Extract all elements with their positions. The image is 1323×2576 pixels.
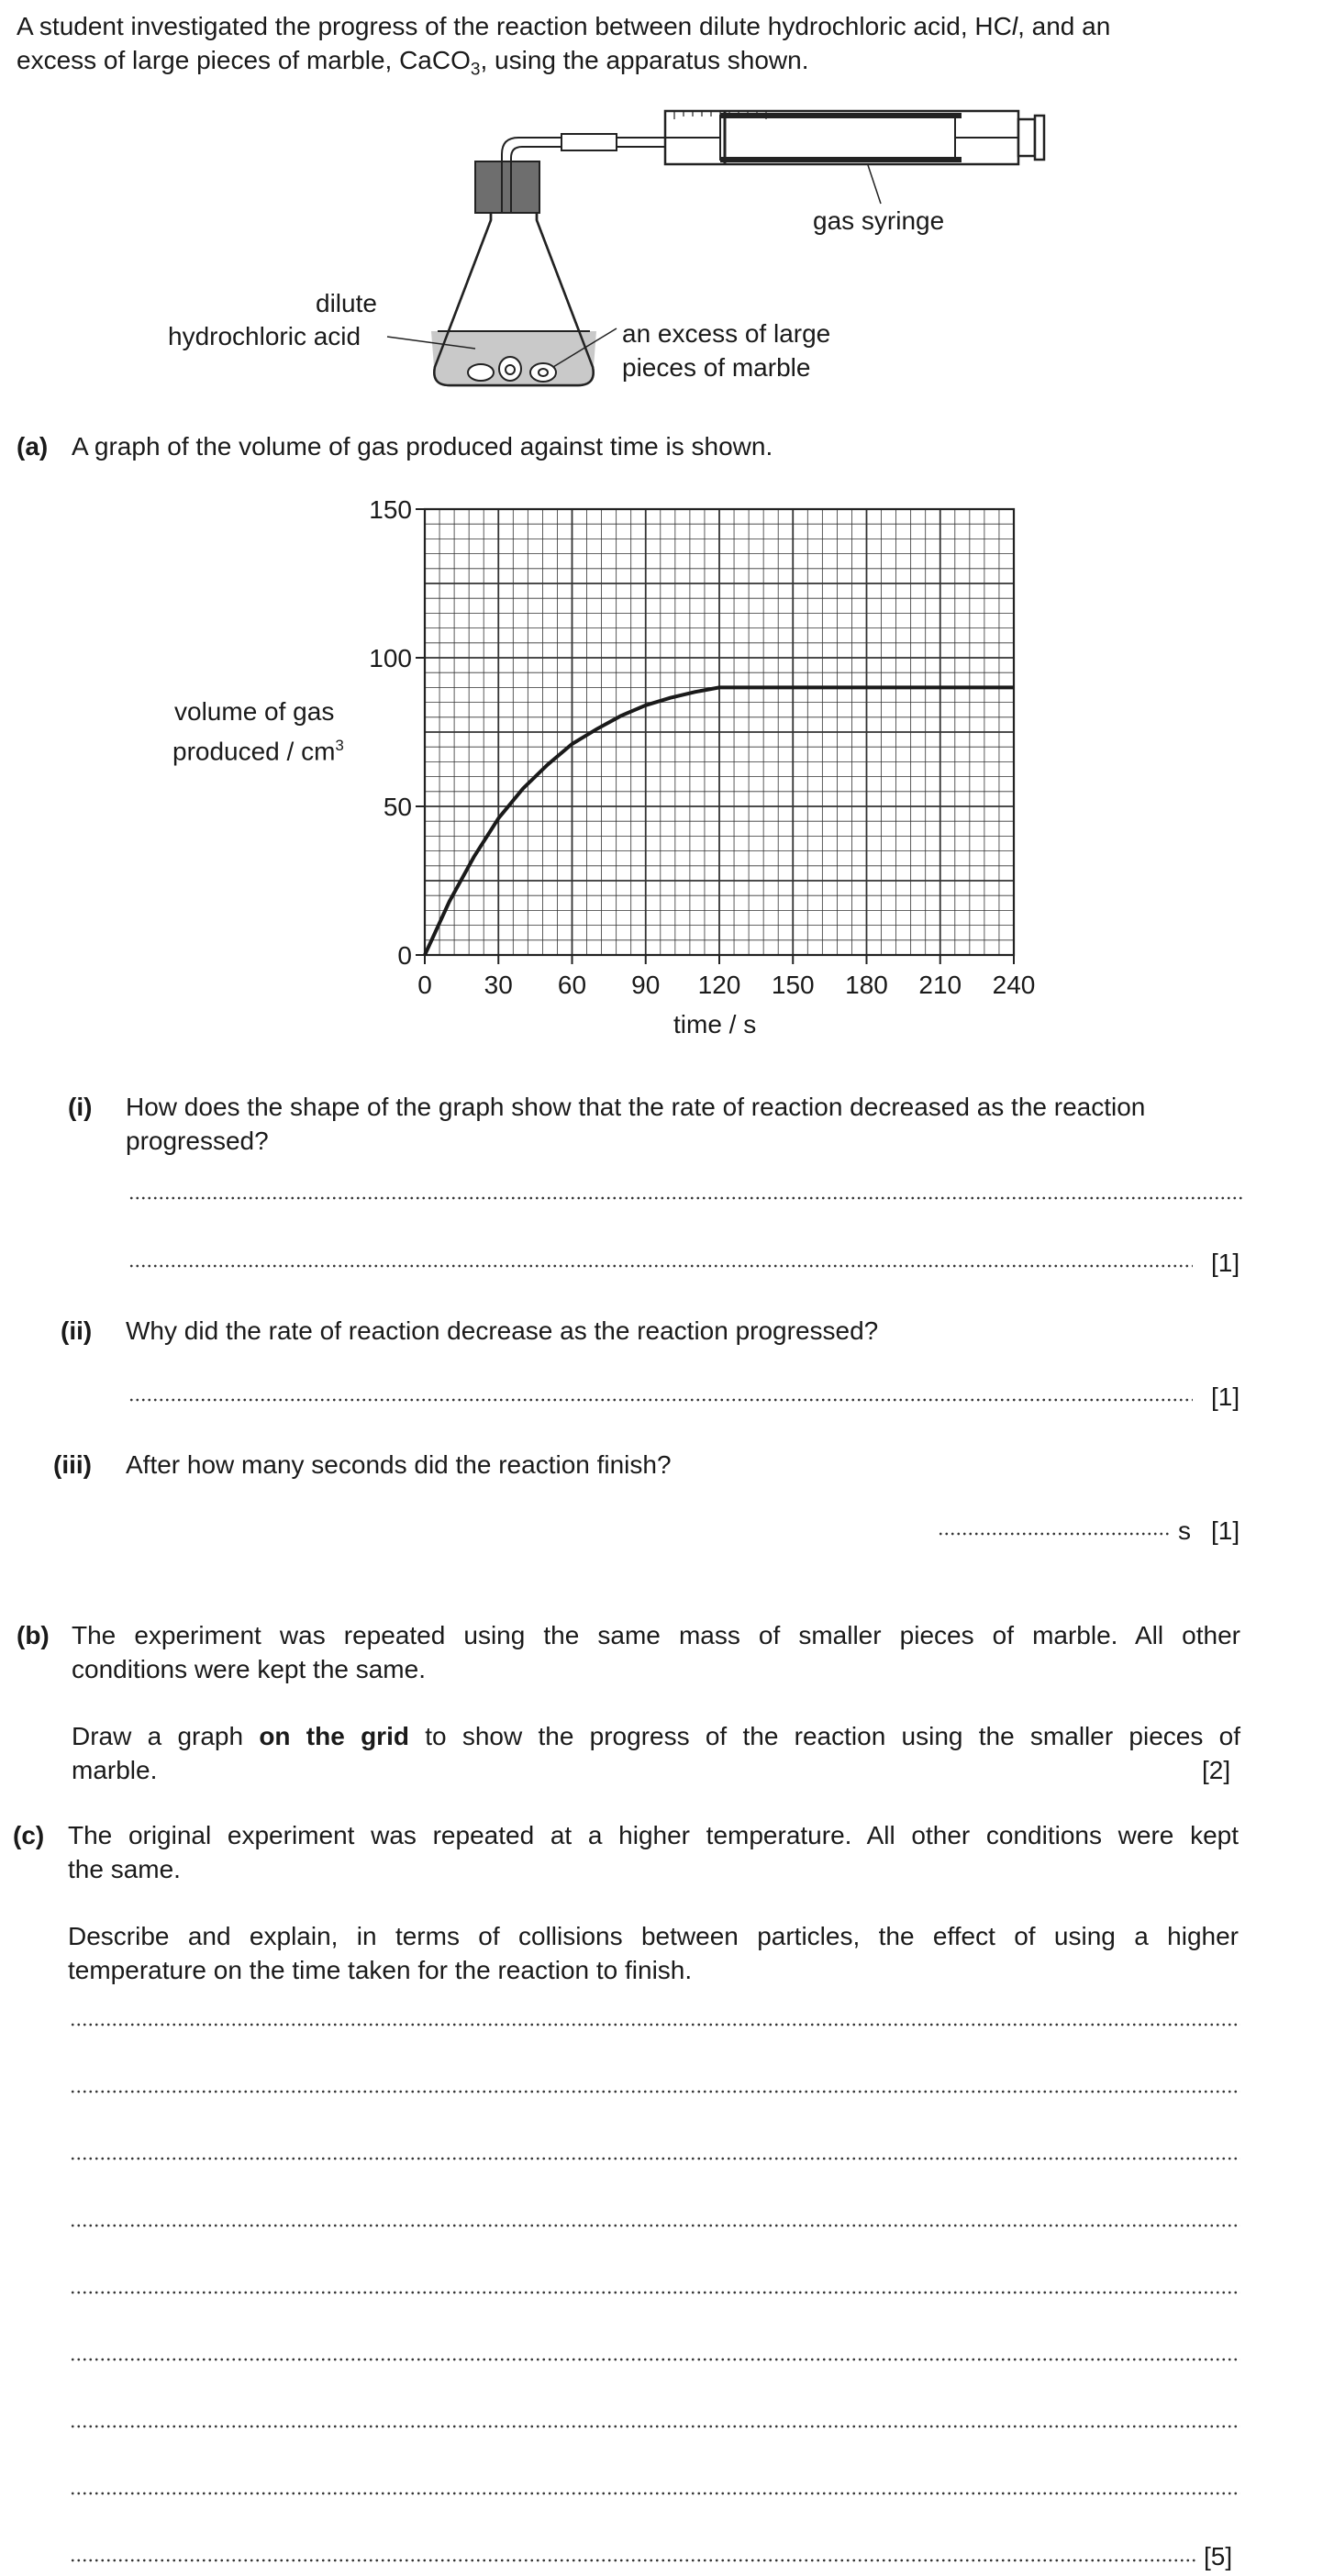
x-tick-label: 0 [417, 971, 432, 999]
mark-a-i: [1] [1211, 1249, 1240, 1277]
part-c-line-1-text: The original experiment was repeated at a higher temperature. All other conditions were kept [68, 1821, 1239, 1849]
part-c-line-3 [68, 1919, 1239, 1953]
y-tick-label: 0 [397, 941, 412, 970]
x-tick-label: 90 [631, 971, 661, 999]
volume-time-graph [0, 477, 1323, 1064]
part-b-line-2: conditions were kept the same. [72, 1655, 426, 1683]
answer-line-a-i-1[interactable] [128, 1195, 1243, 1201]
acid-label-line-2: hydrochloric acid [168, 322, 361, 350]
carbonate-subscript: 3 [470, 60, 481, 80]
x-tick-label: 30 [484, 971, 513, 999]
answer-line-c-8[interactable] [70, 2491, 1240, 2496]
y-axis-label-text: produced / cm [172, 737, 336, 766]
answer-line-c-1[interactable] [70, 2022, 1240, 2027]
x-tick-label: 150 [771, 971, 815, 999]
answer-line-c-2[interactable] [70, 2089, 1240, 2094]
q-a-ii-label: (ii) [61, 1316, 93, 1345]
part-b-line-1 [72, 1618, 1240, 1652]
mark-a-iii: [1] [1211, 1516, 1240, 1545]
mark-c: [5] [1204, 2542, 1233, 2570]
part-c-line-3-text: Describe and explain, in terms of collisions between particles, the effect of using a higher [68, 1922, 1239, 1950]
y-axis-label-line-2 [172, 728, 344, 768]
q-a-i-label: (i) [68, 1093, 93, 1121]
x-tick-label: 60 [557, 971, 587, 999]
part-b-draw-line-1 [72, 1719, 1240, 1753]
answer-line-c-3[interactable] [70, 2156, 1240, 2161]
marble-label-line-1: an excess of large [622, 319, 831, 348]
syringe-leader [868, 165, 881, 204]
gas-syringe-drawing [665, 111, 1044, 164]
part-a-text: A graph of the volume of gas produced against time is shown. [72, 432, 773, 461]
intro-line-1-start: A student investigated the progress of the reaction between dilute hydrochloric acid, HC [17, 12, 1012, 40]
answer-line-a-ii[interactable] [128, 1397, 1193, 1403]
acid-label-line-1: dilute [316, 289, 377, 317]
marble-label-line-2: pieces of marble [622, 353, 811, 382]
answer-line-a-iii[interactable] [938, 1531, 1172, 1537]
intro-line-1-end: , and an [1017, 12, 1111, 40]
x-tick-label: 120 [697, 971, 741, 999]
answer-line-c-7[interactable] [70, 2424, 1240, 2429]
y-tick-label: 150 [369, 495, 412, 524]
part-b-line-1-text: The experiment was repeated using the same mass of smaller pieces of marble. All other [72, 1621, 1240, 1649]
x-tick-label: 240 [992, 971, 1036, 999]
part-b-draw-bold: on the grid [259, 1722, 409, 1750]
part-c-line-4: temperature on the time taken for the reaction to finish. [68, 1956, 693, 1984]
answer-line-a-i-2[interactable] [128, 1263, 1193, 1269]
y-axis-label-superscript: 3 [335, 737, 344, 754]
q-a-iii-label: (iii) [53, 1450, 92, 1479]
x-tick-label: 180 [845, 971, 888, 999]
answer-line-c-6[interactable] [70, 2357, 1240, 2362]
mark-a-ii: [1] [1211, 1382, 1240, 1411]
part-c-label: (c) [13, 1821, 45, 1849]
intro-line-2-end: , using the apparatus shown. [480, 46, 809, 74]
answer-line-c-9[interactable] [70, 2558, 1196, 2563]
part-a-label: (a) [17, 432, 49, 461]
q-a-iii-text: After how many seconds did the reaction finish? [126, 1450, 672, 1479]
q-a-i-line-2: progressed? [126, 1127, 269, 1155]
mark-b: [2] [1202, 1756, 1231, 1784]
unit-seconds: s [1178, 1516, 1191, 1545]
part-b-label: (b) [17, 1621, 50, 1649]
part-c-line-2: the same. [68, 1855, 181, 1883]
q-a-i-line-1: How does the shape of the graph show that the rate of reaction decreased as the reaction [126, 1093, 1146, 1121]
answer-line-c-4[interactable] [70, 2223, 1240, 2228]
y-tick-label: 100 [369, 644, 412, 672]
intro-line-2-start: excess of large pieces of marble, CaCO [17, 46, 471, 74]
y-axis-label-line-1: volume of gas [174, 697, 335, 726]
part-b-draw-end: to show the progress of the reaction using the smaller pieces of [408, 1722, 1240, 1750]
x-tick-label: 210 [918, 971, 962, 999]
q-a-ii-text: Why did the rate of reaction decrease as the reaction progressed? [126, 1316, 879, 1345]
rubber-bung [475, 161, 539, 213]
answer-line-c-5[interactable] [70, 2290, 1240, 2295]
chlorine-italic-l: l [1011, 12, 1018, 40]
x-axis-label: time / s [673, 1010, 757, 1038]
y-tick-label: 50 [383, 793, 412, 821]
gas-syringe-label: gas syringe [813, 206, 945, 235]
part-c-line-1 [68, 1818, 1239, 1852]
part-b-draw-start: Draw a graph [72, 1722, 260, 1750]
part-b-draw-line-2: marble. [72, 1756, 158, 1784]
